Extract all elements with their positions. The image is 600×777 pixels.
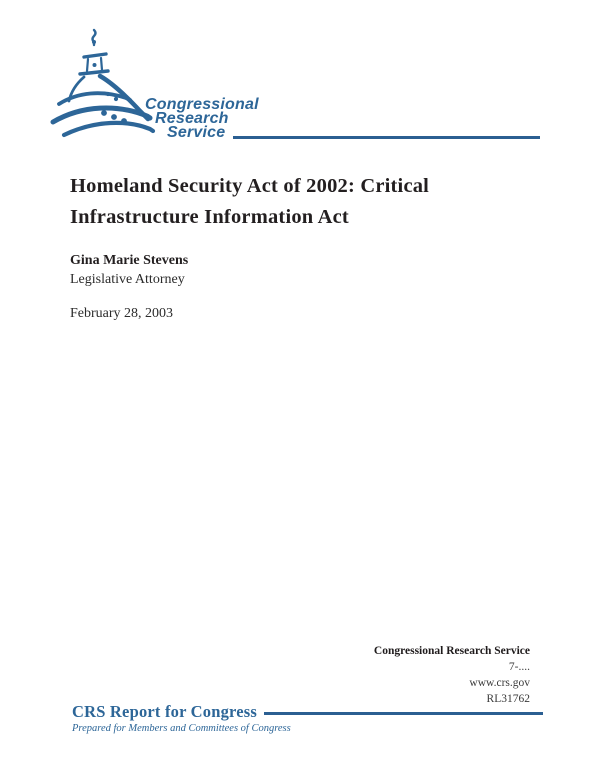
footer-tagline: Prepared for Members and Committees of Congress bbox=[72, 723, 291, 734]
footer-banner-row bbox=[72, 702, 543, 722]
footer-banner-text: CRS Report for Congress bbox=[72, 702, 258, 721]
logo-line-service: Service bbox=[167, 124, 226, 141]
crs-logo-wordmark bbox=[145, 98, 259, 140]
publication-org: Congressional Research Service bbox=[373, 645, 530, 657]
logo-line-research: Research bbox=[155, 110, 229, 127]
header-rule bbox=[233, 136, 540, 139]
report-number: RL31762 bbox=[486, 693, 530, 705]
footer-rule bbox=[264, 712, 543, 715]
report-title bbox=[70, 171, 550, 232]
publication-info-block bbox=[374, 643, 530, 707]
report-title-line-1: Homeland Security Act of 2002: Critical bbox=[70, 175, 430, 197]
author-role: Legislative Attorney bbox=[70, 272, 185, 287]
logo-line-congressional: Congressional bbox=[145, 96, 259, 113]
report-title-line-2: Infrastructure Information Act bbox=[70, 205, 349, 228]
author-name: Gina Marie Stevens bbox=[70, 253, 189, 268]
report-date: February 28, 2003 bbox=[70, 306, 174, 321]
publication-phone: 7-.... bbox=[508, 661, 530, 673]
publication-website: www.crs.gov bbox=[469, 677, 530, 689]
